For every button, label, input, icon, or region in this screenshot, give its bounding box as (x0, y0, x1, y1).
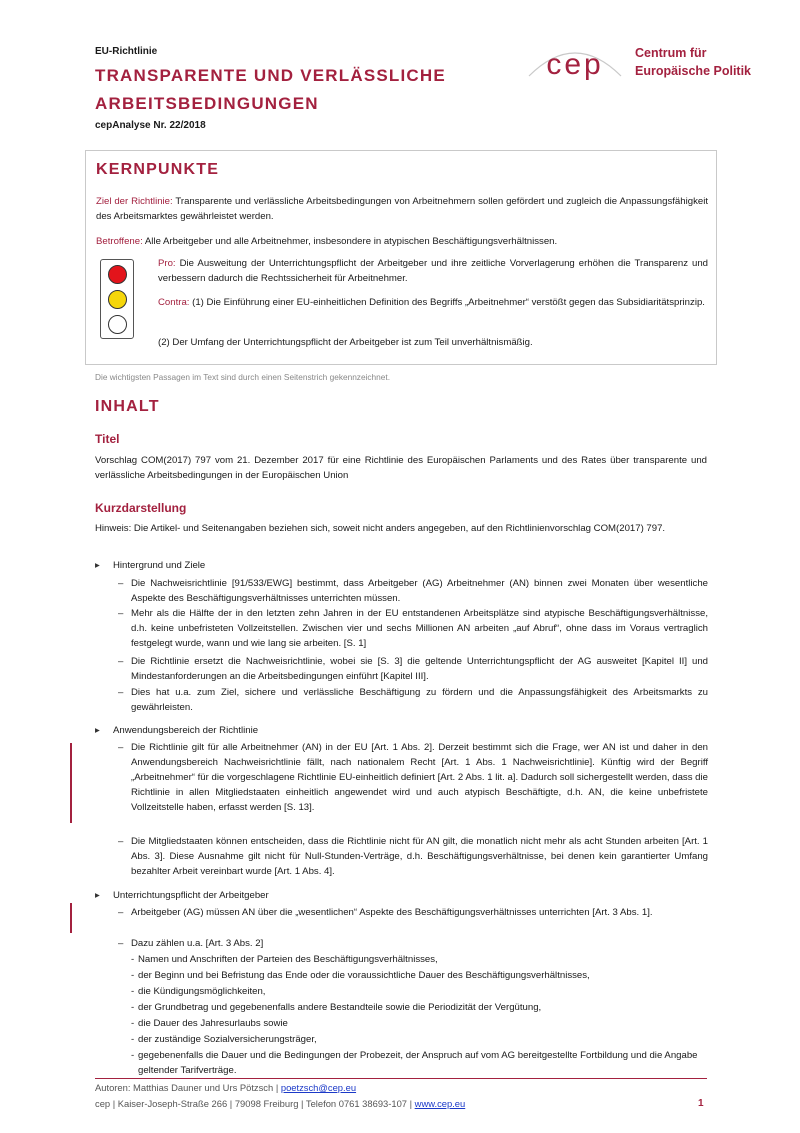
section-anwendungsbereich-heading: ▸ Anwendungsbereich der Richtlinie (95, 724, 258, 739)
org-line-2: Europäische Politik (635, 64, 752, 78)
organization-name (635, 44, 751, 80)
authors-text: Autoren: Matthias Dauner und Urs Pötzsch | (95, 1082, 281, 1093)
titel-text: Vorschlag COM(2017) 797 vom 21. Dezember 2017 für eine Richtlinie des Europäischen Parlaments und des Rates über transparente und verlässliche Arbeitsbedingungen in der Europäischen Union (95, 455, 707, 481)
page-number: 1 (698, 1098, 704, 1109)
cep-logo (525, 38, 625, 82)
list-item: – Dazu zählen u.a. [Art. 3 Abs. 2] (118, 936, 708, 951)
sub-list-item: - die Kündigungsmöglichkeiten, (131, 984, 708, 999)
red-light-icon (108, 265, 127, 284)
sub-list-item: - der Beginn und bei Befristung das Ende oder die voraussichtliche Dauer des Beschäftigungsverhältnisses, (131, 968, 708, 983)
marking-note: Die wichtigsten Passagen im Text sind durch einen Seitenstrich gekennzeichnet. (95, 372, 391, 382)
inhalt-heading: INHALT (95, 398, 160, 415)
yellow-light-icon (108, 290, 127, 309)
logo-wordmark: cep (546, 48, 604, 81)
list-item: – Die Richtlinie gilt für alle Arbeitnehmer (AN) in der EU [Art. 1 Abs. 2]. Derzeit bestimmt sich die Frage, wer AN ist und daher in den Anwendungsbereich Nachweisrichtlinie fällt, nach nationalem Recht [Art. 1 Abs. 1 Nachweisrichtlinie]. Künftig wird der Begriff „Arbeitnehmer“ für die vorgeschlagene Richtlinie EU-einheitlich definiert [Art. 2 Abs. 1 lit. a]. Dadurch soll sichergestellt werden, dass die Richtlinie in allen Mitgliedstaaten einheitlich angewendet wird und auch atypisch Beschäftigte, d.h. AN, die keine unbefristete Vollzeitstelle haben, erfasst werden [S. 13]. (118, 740, 708, 815)
sub-list-item: - die Dauer des Jahresurlaubs sowie (131, 1016, 708, 1031)
list-item: – Arbeitgeber (AG) müssen AN über die „wesentlichen“ Aspekte des Beschäftigungsverhältnisses unterrichten [Art. 3 Abs. 1]. (118, 905, 708, 920)
footer-divider (95, 1078, 707, 1079)
address-text: cep | Kaiser-Joseph-Straße 266 | 79098 Freiburg | Telefon 0761 38693-107 | (95, 1098, 415, 1109)
important-passage-marker (70, 903, 72, 933)
list-item: – Mehr als die Hälfte der in den letzten zehn Jahren in der EU entstandenen Arbeitsplätze sind atypische Beschäftigungsverhältnisse, d.h. keine unbefristeten Vollzeitstellen. Zwischen vier und sechs Millionen AN arbeiten „auf Abruf“, ohne dass im Voraus vertraglich festgelegt wurde, wann und wie lang sie arbeiten. [S. 1] (118, 606, 708, 651)
contra-paragraph (158, 296, 708, 311)
ziel-label: Ziel der Richtlinie: (96, 196, 173, 207)
sub-list-item: - der Grundbetrag und gegebenenfalls andere Bestandteile sowie die Periodizität der Vergütung, (131, 1000, 708, 1015)
important-passage-marker (70, 743, 72, 823)
pro-text: Die Ausweitung der Unterrichtungspflicht der Arbeitgeber und ihre zeitliche Vorverlagerung erhöhen die Transparenz und verbessern dadurch die Rechtssicherheit für Arbeitnehmer. (158, 258, 708, 284)
ziel-text: Transparente und verlässliche Arbeitsbedingungen von Arbeitnehmern sollen gefördert und zugleich die Anpassungsfähigkeit des Arbeitsmarktes gewährleistet werden. (96, 196, 708, 222)
document-title: TRANSPARENTE UND VERLÄSSLICHE ARBEITSBEDINGUNGEN (95, 66, 446, 113)
footer-authors (95, 1081, 356, 1096)
sub-list-item: - gegebenenfalls die Dauer und die Bedingungen der Probezeit, der Anspruch auf vom AG bereitgestellte Fortbildung und die Angabe geltender Tarifverträge. (131, 1048, 708, 1078)
kernpunkte-heading: KERNPUNKTE (96, 161, 220, 178)
betroffene-paragraph (96, 235, 708, 250)
sub-list-item: - der zuständige Sozialversicherungsträger, (131, 1032, 708, 1047)
footer-address (95, 1097, 465, 1112)
traffic-light-icon (100, 259, 134, 339)
ziel-paragraph (96, 195, 708, 224)
list-item: – Die Mitgliedstaaten können entscheiden, dass die Richtlinie nicht für AN gilt, die monatlich nicht mehr als acht Stunden arbeiten [Art. 1 Abs. 3]. Diese Ausnahme gilt nicht für Null-Stunden-Verträge, d.h. Beschäftigungsverhältnisse, bei denen kein garantierter Umfang bezahlter Arbeit vereinbart wurde [Art. 1 Abs. 4]. (118, 834, 708, 879)
list-item: – Die Nachweisrichtlinie [91/533/EWG] bestimmt, dass Arbeitgeber (AG) Arbeitnehmer (AN) binnen zwei Monaten über wesentliche Aspekte des Beschäftigungsverhältnisses unterrichten müssen. (118, 576, 708, 606)
sub-list-item: - Namen und Anschriften der Parteien des Beschäftigungsverhältnisses, (131, 952, 708, 967)
kernpunkte-box (85, 150, 717, 365)
hinweis-text: Hinweis: Die Artikel- und Seitenangaben beziehen sich, soweit nicht anders angegeben, auf den Richtlinienvorschlag COM(2017) 797. (95, 523, 666, 534)
list-item: – Die Richtlinie ersetzt die Nachweisrichtlinie, wobei sie [S. 3] die geltende Unterrichtungspflicht der AG ausweitet [Kapitel II] und Mindestanforderungen an die Arbeitsbedingungen einführt [Kapitel III]. (118, 654, 708, 684)
section-unterrichtungspflicht-heading: ▸ Unterrichtungspflicht der Arbeitgeber (95, 889, 269, 904)
contra-label: Contra: (158, 297, 190, 308)
betroffene-label: Betroffene: (96, 236, 143, 247)
off-light-icon (108, 315, 127, 334)
pro-paragraph (158, 257, 708, 286)
section-hintergrund-heading: ▸ Hintergrund und Ziele (95, 559, 205, 574)
org-line-1: Centrum für (635, 46, 707, 60)
betroffene-text: Alle Arbeitgeber und alle Arbeitnehmer, insbesondere in atypischen Beschäftigungsverhältnissen. (142, 236, 558, 247)
contra-paragraph-2: (2) Der Umfang der Unterrichtungspflicht der Arbeitgeber ist zum Teil unverhältnismäßig. (158, 337, 533, 348)
analysis-number: cepAnalyse Nr. 22/2018 (95, 120, 206, 131)
website-link[interactable]: www.cep.eu (414, 1098, 466, 1109)
contra-text: (1) Die Einführung einer EU-einheitlichen Definition des Begriffs „Arbeitnehmer“ verstößt gegen das Subsidiaritätsprinzip. (189, 297, 705, 308)
email-link[interactable]: poetzsch@cep.eu (280, 1082, 357, 1093)
pro-label: Pro: (158, 258, 176, 269)
document-category: EU-Richtlinie (95, 46, 158, 57)
titel-heading: Titel (95, 432, 120, 446)
list-item: – Dies hat u.a. zum Ziel, sichere und verlässliche Beschäftigung zu fördern und die Anpassungsfähigkeit des Arbeitsmarkts zu gewährleisten. (118, 685, 708, 715)
kurzdarstellung-heading: Kurzdarstellung (95, 501, 187, 515)
